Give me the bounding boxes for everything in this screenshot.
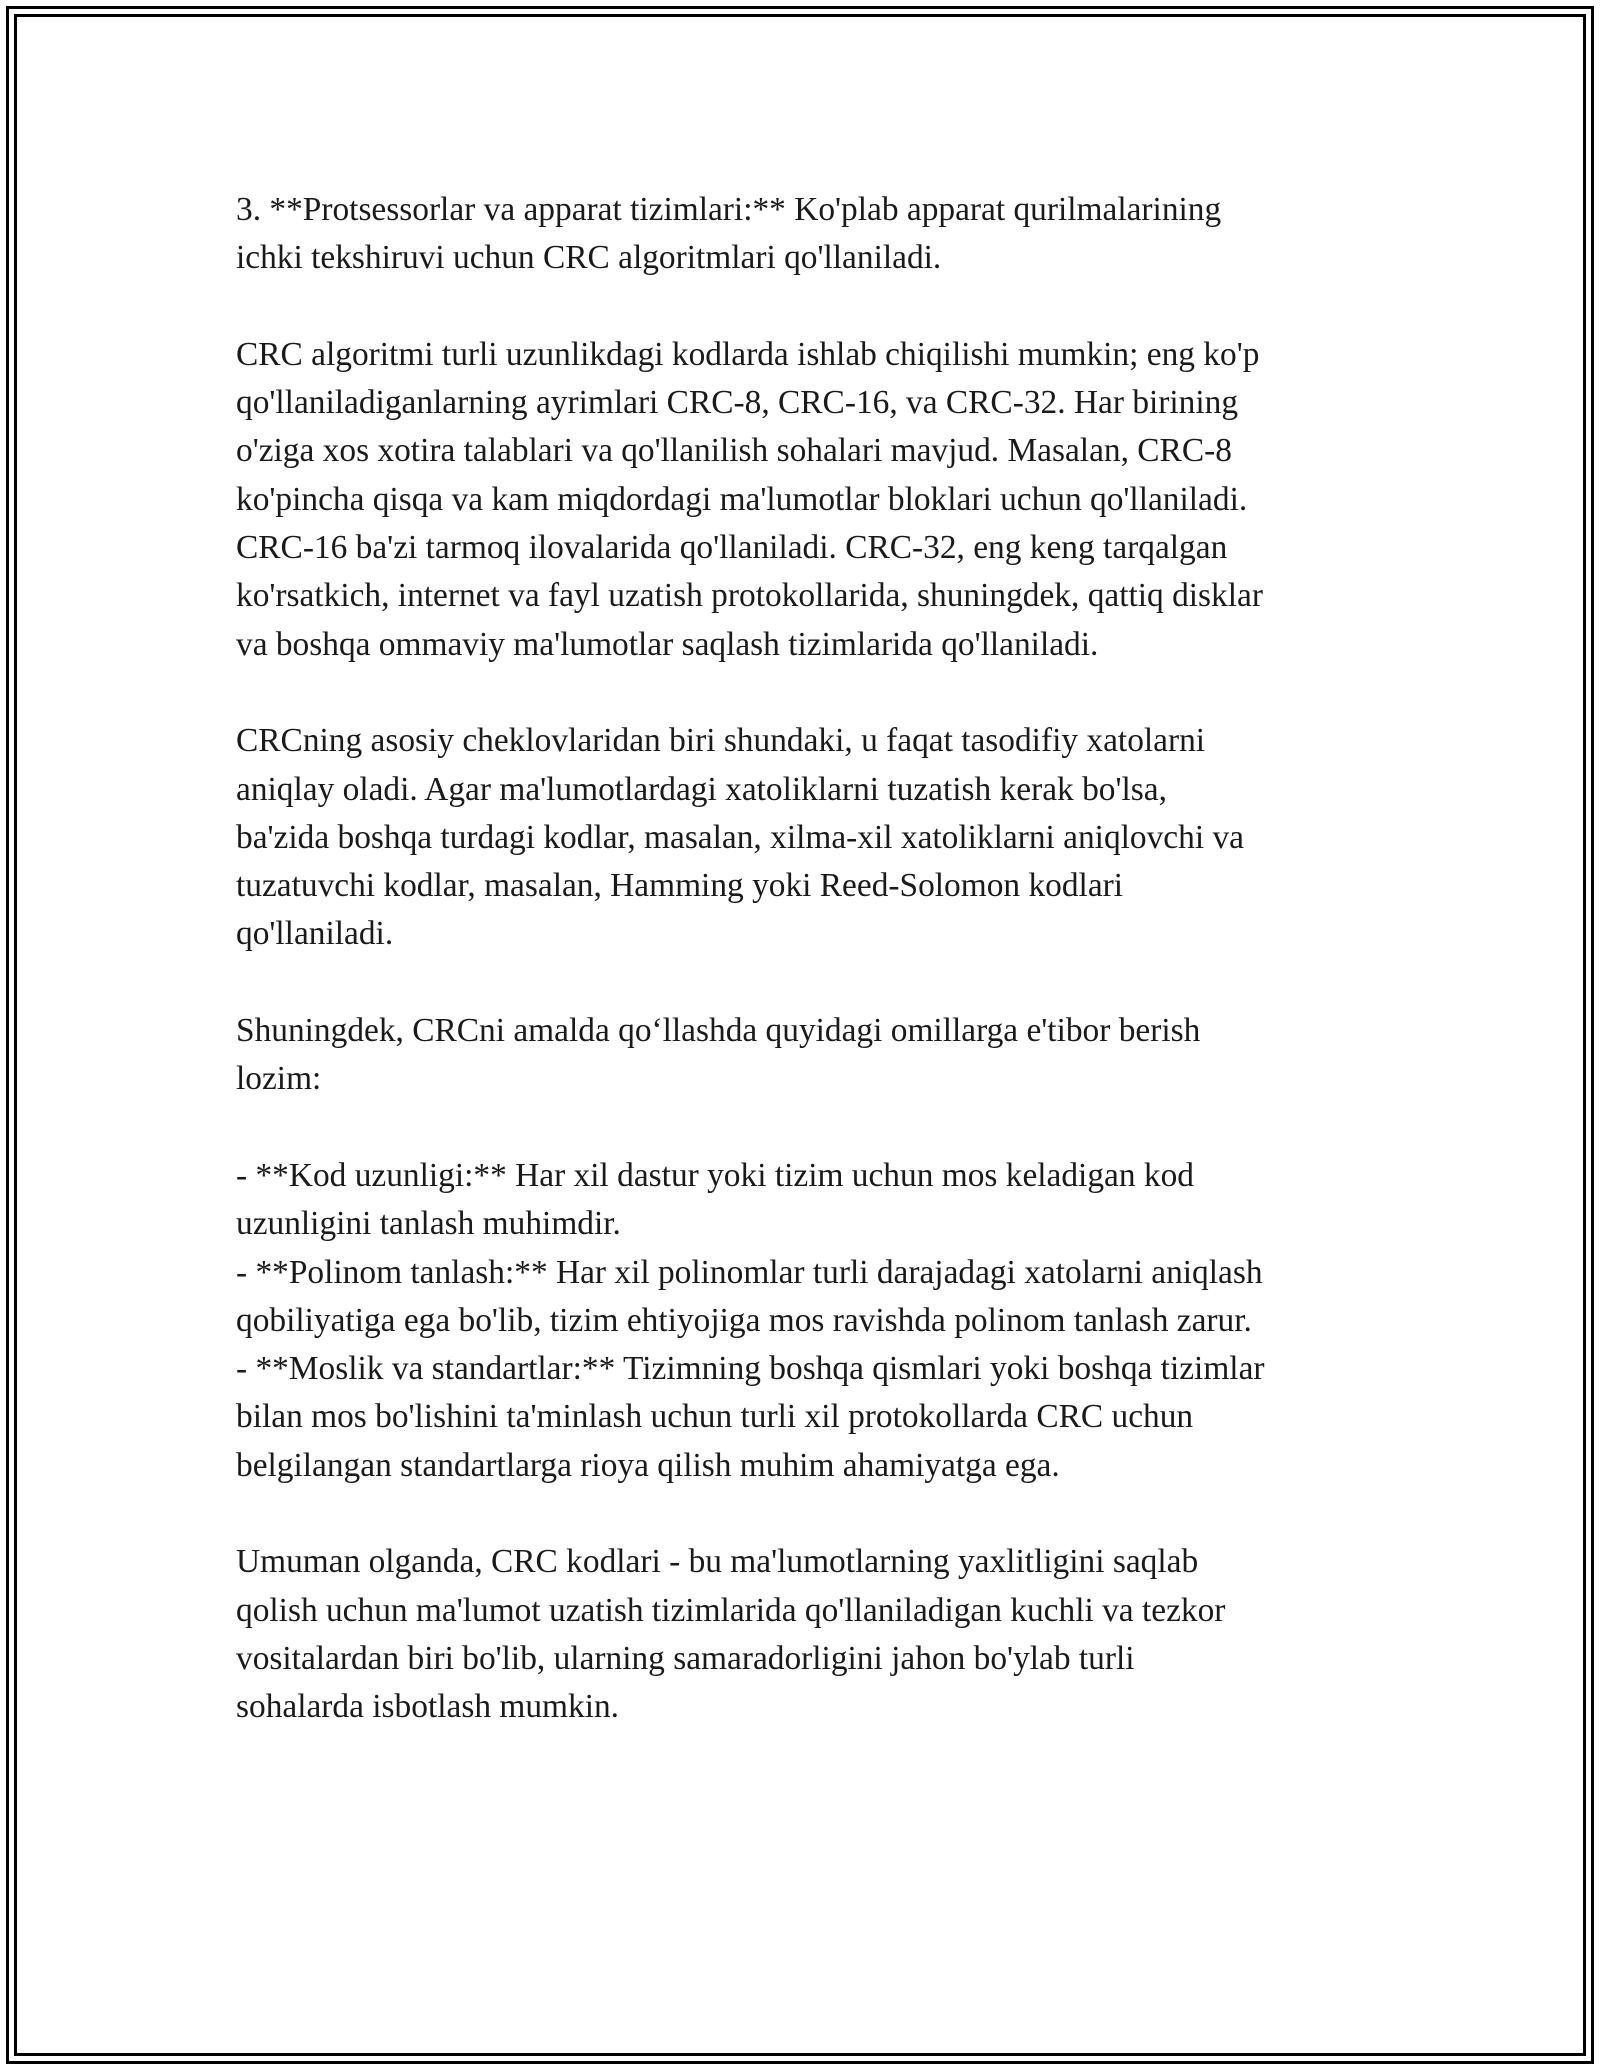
list-item-standards: - **Moslik va standartlar:** Tizimning boshqa qismlari yoki boshqa tizimlar bilan mos bo'lishini ta'minlash uchun turli xil protokollarda CRC uchun belgilangan standartlarga rioya qilish muhim ahamiyatga ega.	[236, 1350, 1265, 1484]
list-item-polynomial: - **Polinom tanlash:** Har xil polinomlar turli darajadagi xatolarni aniqlash qobiliyatiga ega bo'lib, tizim ehtiyojiga mos ravishda polinom tanlash zarur.	[236, 1253, 1263, 1339]
paragraph-crc-variants: CRC algoritmi turli uzunlikdagi kodlarda ishlab chiqilishi mumkin; eng ko'p qo'llaniladiganlarning ayrimlari CRC-8, CRC-16, va CRC-32. Har birining o'ziga xos xotira talablari va qo'llanilish sohalari mavjud. Masalan, CRC-8 ko'pincha qisqa va kam miqdordagi ma'lumotlar bloklari uchun qo'llaniladi. CRC-16 ba'zi tarmoq ilovalarida qo'llaniladi. CRC-32, eng keng tarqalgan ko'rsatkich, internet va fayl uzatish protokollarida, shuningdek, qattiq disklar va boshqa ommaviy ma'lumotlar saqlash tizimlarida qo'llaniladi.	[236, 335, 1263, 663]
list-item-code-length: - **Kod uzunligi:** Har xil dastur yoki tizim uchun mos keladigan kod uzunligini tanlash muhimdir.	[236, 1156, 1194, 1243]
paragraph-crc-limitations: CRCning asosiy cheklovlaridan biri shundaki, u faqat tasodifiy xatolarni aniqlay oladi. Agar ma'lumotlardagi xatoliklarni tuzatish kerak bo'lsa, ba'zida boshqa turdagi kodlar, masalan, xilma-xil xatoliklarni aniqlovchi va tuzatuvchi kodlar, masalan, Hamming yoki Reed-Solomon kodlari qo'llaniladi.	[236, 722, 1244, 953]
paragraph-processors: 3. **Protsessorlar va apparat tizimlari:** Ko'plab apparat qurilmalarining ichki tekshiruvi uchun CRC algoritmlari qo'llaniladi.	[236, 191, 1222, 277]
factors-list	[236, 1152, 1386, 1490]
paragraph-factors-intro: Shuningdek, CRCni amalda qo‘llashda quyidagi omillarga e'tibor berish lozim:	[236, 1012, 1201, 1098]
paragraph-conclusion: Umuman olganda, CRC kodlari - bu ma'lumotlarning yaxlitligini saqlab qolish uchun ma'lumot uzatish tizimlarida qo'llaniladigan kuchli va tezkor vositalardan biri bo'lib, ularning samaradorligini jahon bo'ylab turli sohalarda isbotlash mumkin.	[236, 1543, 1226, 1726]
document-body	[236, 186, 1386, 1780]
